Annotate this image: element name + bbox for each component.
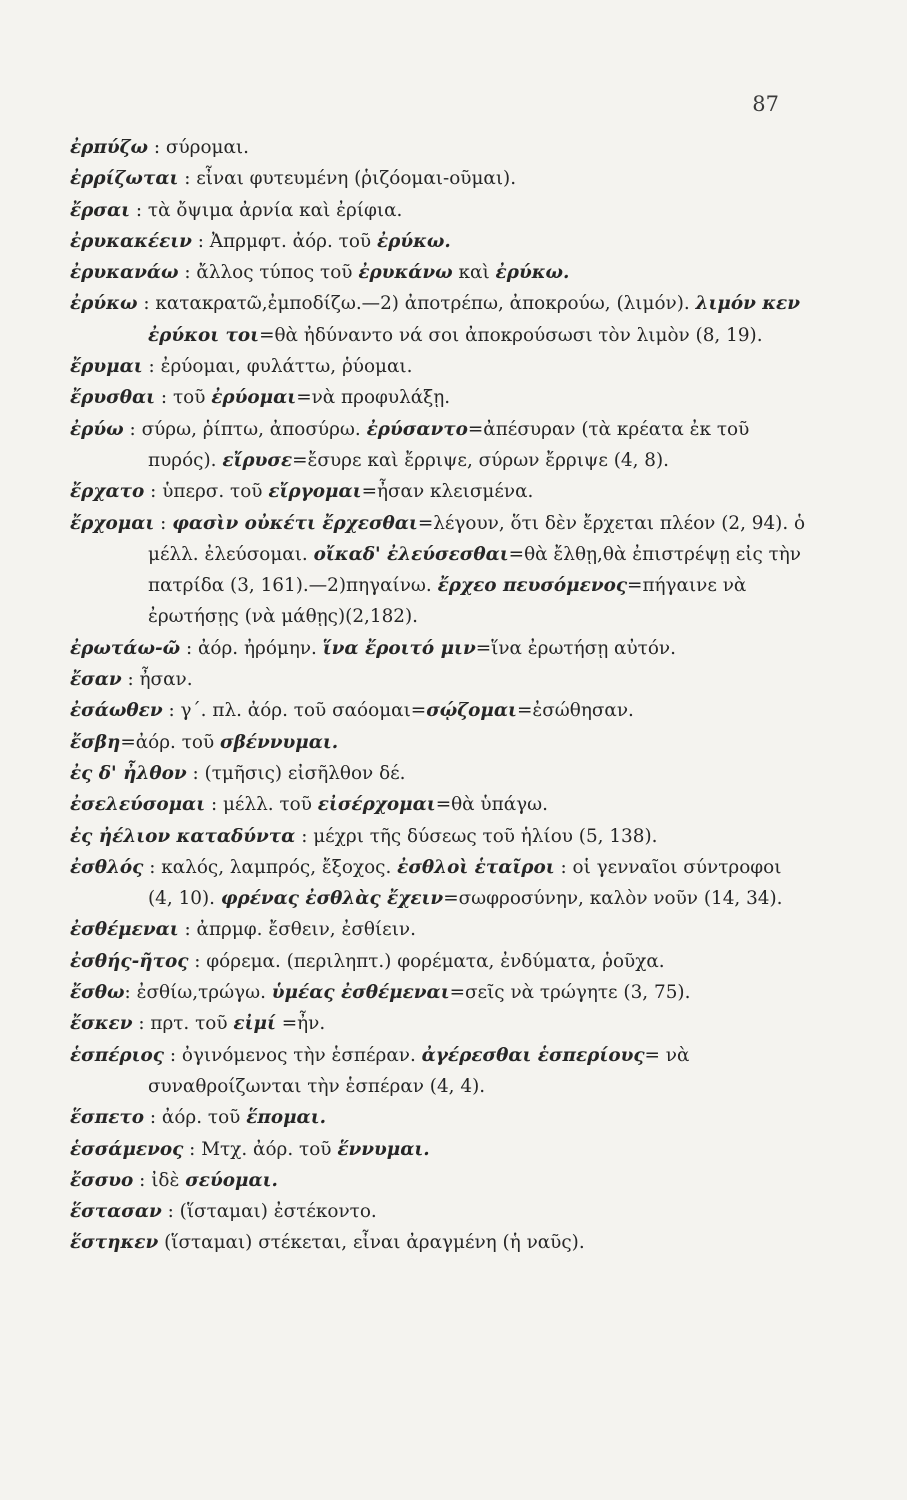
entry-text: : οἱ γενναῖοι σύντροφοι (4, 10).: [148, 856, 782, 910]
entry-text: =ἵνα ἐρωτήσῃ αὐτόν.: [475, 637, 676, 659]
dictionary-entry: [70, 1196, 810, 1227]
dictionary-entry: [70, 476, 810, 507]
entry-text: : μέλλ. τοῦ: [205, 794, 318, 816]
entry-headword: ἔρυσθαι: [70, 387, 156, 409]
entry-emphasis: σεύομαι.: [185, 1169, 278, 1191]
dictionary-entry: [70, 414, 810, 477]
entry-emphasis: σῴζομαι: [426, 700, 517, 722]
entry-text: =ἦσαν κλεισμένα.: [361, 481, 534, 503]
entry-headword: ἔσαν: [70, 669, 122, 691]
dictionary-entry: [70, 508, 810, 633]
entry-text: καὶ: [452, 262, 496, 284]
entry-headword: ἑσπέριος: [70, 1044, 164, 1066]
entry-emphasis: ὑμέας ἐσθέμεναι: [271, 982, 450, 1004]
entry-emphasis: φασὶν οὐκέτι ἔρχεσθαι: [172, 512, 418, 534]
entry-headword: ἐρωτάω-ῶ: [70, 637, 181, 659]
entry-text: =ἦν.: [275, 1013, 326, 1035]
entry-headword: ἔσβη: [70, 731, 121, 753]
dictionary-entry: [70, 163, 810, 194]
dictionary-entry: [70, 789, 810, 820]
entry-emphasis: ἐρύσαντο: [366, 418, 468, 440]
entry-emphasis: ἐρυκάνω: [358, 262, 453, 284]
entry-text: : καλός, λαμπρός, ἔξοχος.: [143, 856, 398, 878]
entry-headword: ἐσθλός: [70, 856, 144, 878]
entry-text: : σύρομαι.: [148, 137, 249, 158]
dictionary-entry: [70, 1008, 810, 1039]
entry-emphasis: λιμόν κεν ἐρύκοι τοι: [148, 293, 801, 346]
entry-emphasis: φρένας ἐσθλὰς ἔχειν: [220, 888, 444, 910]
entry-text: : ὀγινόμενος τὴν ἑσπέραν.: [163, 1044, 422, 1066]
entry-headword: ἐρύκω: [70, 293, 138, 315]
entry-text: =πήγαινε νὰ ἐρωτήσῃς (νὰ μάθῃς)(2,182).: [148, 575, 747, 628]
entry-headword: ἐσθέμεναι: [70, 919, 179, 941]
dictionary-entry: [70, 1165, 810, 1196]
dictionary-entry: [70, 1134, 810, 1165]
entry-headword: ἐσάωθεν: [70, 700, 163, 722]
entry-headword: ἐρπύζω: [70, 137, 149, 158]
dictionary-entry: [70, 758, 810, 789]
entry-emphasis: ἐρύκω.: [376, 230, 451, 252]
entry-text: : Μτχ. ἀόρ. τοῦ: [183, 1138, 338, 1160]
entry-emphasis: εἰμί: [233, 1013, 276, 1035]
entry-headword: ἔσσυο: [70, 1169, 134, 1191]
entry-headword: ἐσελεύσομαι: [70, 794, 206, 816]
dictionary-entry: [70, 727, 810, 758]
dictionary-entry: [70, 821, 810, 852]
dictionary-entry: [70, 226, 810, 257]
dictionary-entry: [70, 695, 810, 726]
entry-text: : ἦσαν.: [121, 669, 193, 691]
entry-headword: ἔσκεν: [70, 1013, 133, 1035]
entry-text: : (ἵσταμαι) ἐστέκοντο.: [161, 1201, 377, 1223]
entry-text: : ἀόρ. ἠρόμην.: [180, 637, 323, 659]
entry-text: : ἀπρμφ. ἔσθειν, ἐσθίειν.: [178, 919, 416, 941]
entry-emphasis: εἴργομαι: [268, 481, 362, 503]
dictionary-entry: [70, 1102, 810, 1133]
entry-text: : σύρω, ῥίπτω, ἀποσύρω.: [123, 418, 367, 440]
entry-emphasis: ἕπομαι.: [246, 1107, 327, 1129]
entry-text: =θὰ ἠδύναντο νά σοι ἀποκρούσωσι τὸν λιμὸν (8, 19).: [259, 324, 763, 346]
entry-emphasis: οἴκαδ' ἐλεύσεσθαι: [313, 543, 509, 565]
entry-text: =ἀπέσυραν (τὰ κρέατα ἐκ τοῦ πυρός).: [148, 418, 750, 471]
entry-text: : ἀόρ. τοῦ: [144, 1107, 247, 1129]
entry-text: (ἵσταμαι) στέκεται, εἶναι ἀραγμένη (ἡ ναῦς).: [158, 1232, 585, 1254]
entry-headword: ἔρυμαι: [70, 356, 143, 378]
entry-emphasis: ἀγέρεσθαι ἑσπερίους: [421, 1044, 645, 1066]
entry-text: : τοῦ: [155, 387, 212, 409]
entry-text: =θὰ ἔλθῃ,θὰ ἐπιστρέψῃ εἰς τὴν πατρίδα (3, 161).—2)πηγαίνω.: [148, 543, 801, 597]
entry-headword: ἐσθής-ῆτος: [70, 950, 189, 972]
dictionary-entry: [70, 132, 810, 163]
entry-headword: ἔσθω: [70, 982, 125, 1004]
entry-text: : εἶναι φυτευμένη (ῥιζόομαι-οῦμαι).: [178, 168, 517, 190]
entry-text: : πρτ. τοῦ: [132, 1013, 234, 1035]
entry-text: : μέχρι τῆς δύσεως τοῦ ἡλίου (5, 138).: [295, 825, 658, 847]
entry-headword: ἔρχομαι: [70, 512, 155, 534]
dictionary-entry: [70, 351, 810, 382]
dictionary-entry: [70, 977, 810, 1008]
entry-headword: ἕστηκεν: [70, 1232, 159, 1254]
entry-emphasis: σβέννυμαι.: [220, 731, 339, 753]
entry-text: :: [154, 512, 173, 534]
entry-emphasis: ἐρύομαι: [211, 387, 297, 409]
entry-emphasis: ἵνα ἔροιτό μιν: [322, 637, 476, 659]
entry-text: =θὰ ὑπάγω.: [435, 794, 548, 816]
dictionary-entry: [70, 664, 810, 695]
entry-emphasis: εἴρυσε: [222, 449, 293, 471]
entry-text: =ἐσώθησαν.: [516, 700, 634, 722]
dictionary-entry: [70, 1227, 810, 1258]
entry-headword: ἐρυκακέειν: [70, 230, 192, 252]
entry-headword: ἐς δ' ἦλθον: [70, 762, 187, 784]
entry-text: : ὑπερσ. τοῦ: [144, 481, 269, 503]
dictionary-entry: [70, 195, 810, 226]
dictionary-entry: [70, 914, 810, 945]
entry-headword: ἕσπετο: [70, 1107, 145, 1129]
entry-headword: ἐς ἠέλιον καταδύντα: [70, 825, 296, 847]
entry-emphasis: ἕννυμαι.: [337, 1138, 430, 1160]
dictionary-entry: [70, 633, 810, 664]
entry-list: [70, 132, 810, 1259]
entry-text: =νὰ προφυλάξῃ.: [296, 387, 451, 409]
dictionary-entry: [70, 382, 810, 413]
dictionary-entry: [70, 288, 810, 351]
entry-text: : κατακρατῶ,ἐμποδίζω.—2) ἀποτρέπω, ἀποκρούω, (λιμόν).: [137, 293, 696, 315]
entry-text: : φόρεμα. (περιληπτ.) φορέματα, ἐνδύματα, ῥοῦχα.: [188, 950, 665, 972]
entry-headword: ἐρρίζωται: [70, 168, 179, 190]
entry-headword: ἕστασαν: [70, 1201, 162, 1223]
entry-headword: ἔρσαι: [70, 199, 131, 221]
entry-text: =σωφροσύνην, καλὸν νοῦν (14, 34).: [443, 888, 783, 910]
entry-text: : Ἀπρμφτ. ἀόρ. τοῦ: [191, 230, 377, 252]
entry-text: : (τμῆσις) εἰσῆλθον δέ.: [186, 762, 406, 784]
entry-text: =σεῖς νὰ τρώγητε (3, 75).: [449, 982, 691, 1004]
entry-headword: ἑσσάμενος: [70, 1138, 184, 1160]
dictionary-entry: [70, 852, 810, 915]
entry-emphasis: ἔρχεο πευσόμενος: [437, 575, 628, 597]
dictionary-entry: [70, 946, 810, 977]
entry-text: =λέγουν, ὅτι δὲν ἔρχεται πλέον (2, 94). ὁ μέλλ. ἐλεύσομαι.: [148, 512, 806, 565]
entry-headword: ἔρχατο: [70, 481, 145, 503]
entry-text: : τὰ ὄψιμα ἀρνία καὶ ἐρίφια.: [130, 199, 403, 221]
dictionary-entry: [70, 257, 810, 288]
entry-emphasis: ἐσθλοὶ ἑταῖροι: [397, 856, 555, 878]
entry-text: =ἀόρ. τοῦ: [120, 731, 221, 753]
entry-emphasis: ἐρύκω.: [495, 262, 570, 284]
entry-text: : ἐσθίω,τρώγω.: [124, 982, 272, 1004]
entry-headword: ἐρυκανάω: [70, 262, 179, 284]
entry-emphasis: εἰσέρχομαι: [317, 794, 436, 816]
entry-text: =ἔσυρε καὶ ἔρριψε, σύρων ἔρριψε (4, 8).: [292, 449, 670, 471]
entry-headword: ἐρύω: [70, 418, 124, 440]
dictionary-entry: [70, 1040, 810, 1103]
entry-text: = νὰ συναθροίζωνται τὴν ἑσπέραν (4, 4).: [148, 1044, 690, 1097]
page-number: 87: [752, 92, 779, 116]
entry-text: : γ΄. πλ. ἀόρ. τοῦ σαόομαι=: [162, 700, 427, 722]
entry-text: : ἰδὲ: [133, 1169, 186, 1191]
entry-text: : ἄλλος τύπος τοῦ: [178, 262, 359, 284]
entry-text: : ἐρύομαι, φυλάττω, ῥύομαι.: [142, 356, 413, 378]
